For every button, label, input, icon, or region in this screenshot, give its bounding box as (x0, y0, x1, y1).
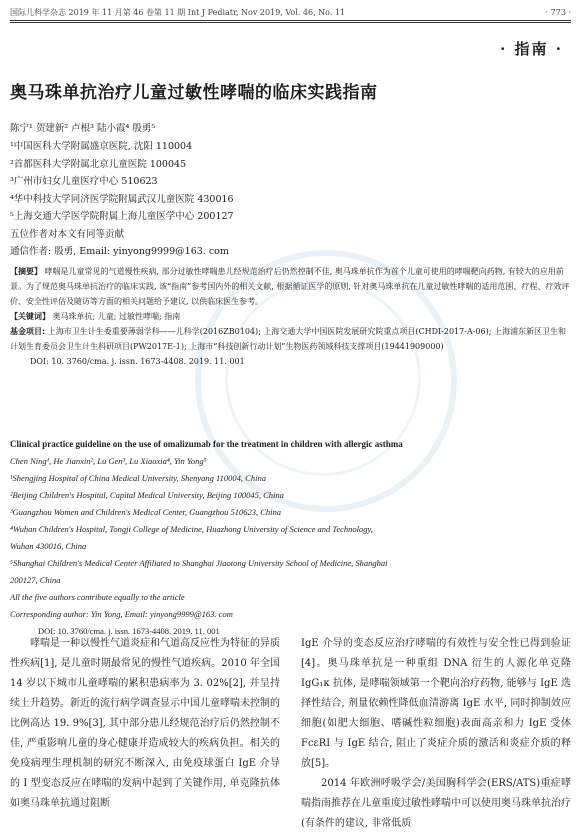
english-authors: Chen Ning¹, He Jianxin², Lu Gen³, Lu Xiaoxia⁴, Yin Yong⁵ (10, 456, 207, 466)
header-rule-double (10, 22, 571, 23)
english-affiliation: ²Beijing Children's Hospital, Capital Medical University, Beijing 100045, China (10, 490, 284, 500)
body-column-right (301, 634, 571, 834)
affiliation-list (10, 138, 234, 261)
page-number: · 773 · (545, 8, 571, 17)
english-affiliation: 200127, China (10, 575, 61, 585)
body-paragraph: 2014 年欧洲呼吸学会/美国胸科学会(ERS/ATS)重症哮喘指南推荐在儿童重度过敏性哮喘中可以使用奥马珠单抗治疗(有条件的建议, 非常低质 (301, 778, 571, 829)
english-abstract-block (10, 436, 571, 640)
english-affiliation: Wuhan 430016, China (10, 541, 87, 551)
article-title: 奥马珠单抗治疗儿童过敏性哮喘的临床实践指南 (10, 83, 378, 103)
abstract-label: 【摘要】 (10, 267, 42, 276)
affiliation: ⁴华中科技大学同济医学院附属武汉儿童医院 430016 (10, 193, 234, 205)
doi-en: DOI: 10. 3760/cma. j. issn. 1673-4408. 2019. 11. 001 (38, 626, 220, 636)
journal-citation: 国际儿科学杂志 2019 年 11 月第 46 卷第 11 期 Int J Pediatr, Nov 2019, Vol. 46, No. 11 (10, 8, 346, 17)
section-tag: · 指南 · (500, 40, 563, 58)
equal-contribution-note: 五位作者对本文有同等贡献 (10, 228, 125, 240)
body-paragraph: 哮喘是一种以慢性气道炎症和气道高反应性为特征的异质性疾病[1], 是儿童时期最常见的慢性气道疾病。2010 年全国 14 岁以下城市儿童哮喘的累积患病率为 3. 02%[2], 并呈持续上升趋势。新近的流行病学调查显示中国儿童哮喘未控制的比例高达 19. 9%[3], 其中部分患儿经规范治疗后仍然控制不佳, 严重影响儿童的身心健康并造成较大的疾病负担。相关的免疫病理生理机制的研究不断深入, 由免疫球蛋白 IgE 介导的 I 型变态反应在哮喘的发病中起到了关键作用, 单克隆抗体如奥马珠单抗通过阻断 (10, 638, 280, 809)
affiliation: ²首都医科大学附属北京儿童医院 100045 (10, 158, 187, 170)
corresponding-author: 通信作者: 殷勇, Email: yinyong9999@163. com (10, 246, 229, 257)
keywords-text: 奥马珠单抗; 儿童; 过敏性哮喘; 指南 (52, 312, 181, 321)
author-list: 陈宁¹ 贺建新² 卢根³ 陆小霞⁴ 殷勇⁵ (10, 123, 156, 134)
body-paragraph: IgE 介导的变态反应治疗哮喘的有效性与安全性已得到验证[4]。奥马珠单抗是一种重组 DNA 衍生的人源化单克隆 IgG₁κ 抗体, 是哮喘领域第一个靶向治疗药物, 能够与 IgE 选择性结合, 剂量依赖性降低血清游离 IgE 水平, 同时抑制效应细胞(如肥大细胞、嗜碱性粒细胞)表面高亲和力 IgE 受体 FcεRI 与 IgE 结合, 阻止了炎症介质的激活和炎症介质的释放[5]。 (301, 638, 571, 769)
header-rule (10, 20, 571, 21)
body-column-left (10, 634, 280, 814)
affiliation: ¹中国医科大学附属盛京医院, 沈阳 110004 (10, 141, 193, 152)
abstract-block (10, 264, 571, 369)
affiliation: ⁵上海交通大学医学院附属上海儿童医学中心 200127 (10, 211, 234, 222)
english-title: Clinical practice guideline on the use of omalizumab for the treatment in children with allergic asthma (10, 439, 403, 449)
english-corresponding: Corresponding author: Yin Yong, Email: yinyong9999@163. com (10, 609, 233, 619)
english-affiliation: ¹Shengjing Hospital of China Medical University, Shenyang 110004, China (10, 473, 266, 483)
fund-text: 上海市卫生计生委重要薄弱学科——儿科学(2016ZB0104); 上海交通大学中国医院发展研究院重点项目(CHDI-2017-A-06); 上海浦东新区卫生和计划生育委员会卫生计生科研项目(PW2017E-1); 上海市“科技创新行动计划”生物医药领域科技支撑项目(19441909000) (10, 327, 566, 351)
english-affiliation: ⁵Shanghai Children's Medical Center Affiliated to Shanghai Jiaotong University School of Medicine, Shanghai (10, 558, 388, 568)
abstract-text: 哮喘是儿童常见的气道慢性疾病, 部分过敏性哮喘患儿经规范治疗后仍然控制不佳, 奥马珠单抗作为首个儿童可使用的哮喘靶向药物, 有较大的应用前景。为了规范奥马珠单抗治疗的临床实践, 该“指南”参考国内外的相关文献, 根据循证医学的原则, 针对奥马珠单抗在儿童过敏性哮喘的适用范围、疗程、疗效评价、安全性评估及随访等方面的相关问题给予建议, 以供临床医生参考。 (10, 267, 570, 306)
fund-label: 基金项目: (10, 327, 46, 336)
keywords-label: 【关键词】 (10, 312, 50, 321)
doi-zh: DOI: 10. 3760/cma. j. issn. 1673-4408. 2019. 11. 001 (30, 357, 245, 366)
english-affiliation: ⁴Wuhan Children's Hospital, Tongji College of Medicine, Huazhong University of Science and Technology, (10, 524, 373, 534)
english-equal-note: All the five authors contribute equally to the article (10, 592, 185, 602)
running-header (10, 6, 571, 20)
english-affiliation: ³Guangzhou Women and Children's Medical Center, Guangzhou 510623, China (10, 507, 282, 517)
affiliation: ³广州市妇女儿童医疗中心 510623 (10, 176, 158, 187)
